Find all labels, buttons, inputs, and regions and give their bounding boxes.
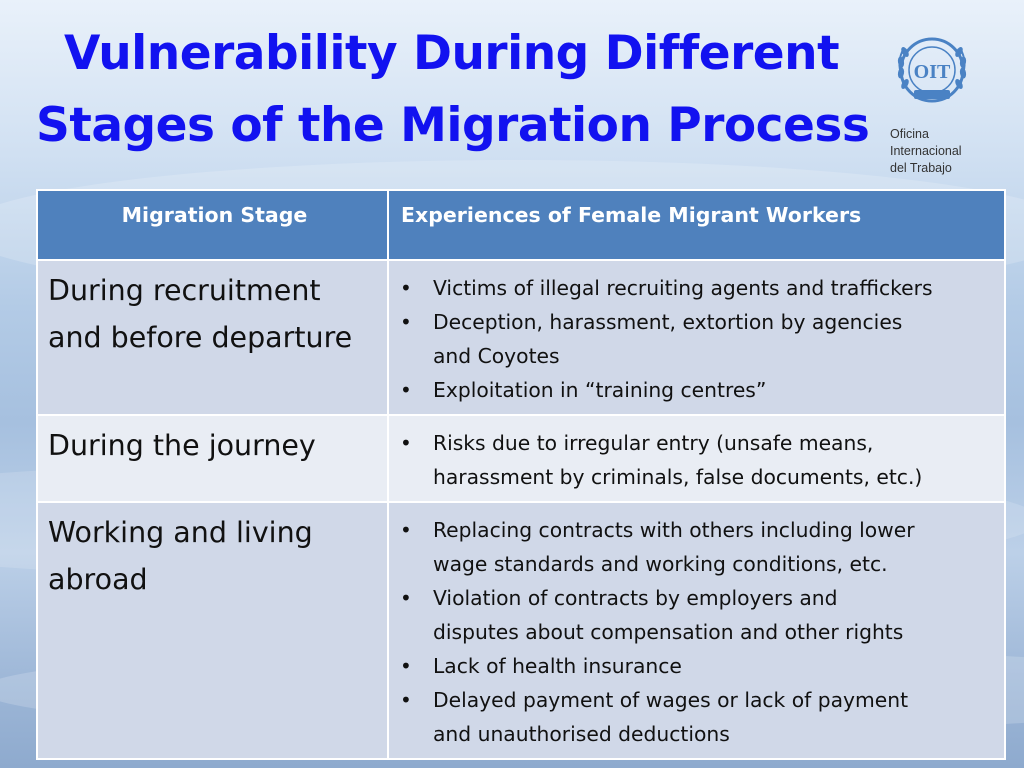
table-row xyxy=(37,415,1005,502)
list-item: • Victims of illegal recruiting agents and traffickers xyxy=(400,271,995,305)
list-item-continuation: harassment by criminals, false documents, etc.) xyxy=(433,465,923,489)
list-item-continuation: disputes about compensation and other rights xyxy=(433,620,904,644)
logo-caption-line-3: del Trabajo xyxy=(890,161,952,175)
list-item: • Deception, harassment, extortion by agencies xyxy=(400,305,995,339)
experiences-cell xyxy=(388,415,1005,502)
bullet-list xyxy=(390,417,1003,500)
experiences-cell xyxy=(388,260,1005,415)
list-item: • Risks due to irregular entry (unsafe means, xyxy=(400,426,995,460)
logo-caption-line-1: Oficina xyxy=(890,127,929,141)
slide-title-line-1: Vulnerability During Different xyxy=(64,26,840,81)
logo-caption-line-2: Internacional xyxy=(890,144,962,158)
migration-stages-table xyxy=(36,189,1006,760)
slide-title-line-2: Stages of the Migration Process xyxy=(36,98,870,153)
bullet-list xyxy=(390,504,1003,757)
list-item-continuation: and Coyotes xyxy=(433,344,560,368)
header-migration-stage: Migration Stage xyxy=(37,190,388,260)
list-item: • Violation of contracts by employers and xyxy=(400,581,995,615)
logo-caption xyxy=(890,126,962,177)
table-row xyxy=(37,260,1005,415)
header-experiences: Experiences of Female Migrant Workers xyxy=(388,190,1005,260)
list-item: • Lack of health insurance xyxy=(400,649,995,683)
ilo-logo xyxy=(886,32,978,182)
stage-cell: Working and living abroad xyxy=(37,502,388,759)
table-row xyxy=(37,502,1005,759)
list-item-continuation: and unauthorised deductions xyxy=(433,722,730,746)
list-item: • Replacing contracts with others including lower xyxy=(400,513,995,547)
svg-text:OIT: OIT xyxy=(913,61,951,83)
bullet-list xyxy=(390,262,1003,413)
stage-cell: During the journey xyxy=(37,415,388,502)
ilo-emblem-icon xyxy=(886,32,978,112)
experiences-cell xyxy=(388,502,1005,759)
slide-title xyxy=(36,18,876,162)
table-header-row xyxy=(37,190,1005,260)
list-item-continuation: wage standards and working conditions, etc. xyxy=(433,552,888,576)
list-item: • Delayed payment of wages or lack of payment xyxy=(400,683,995,717)
list-item: • Exploitation in “training centres” xyxy=(400,373,995,407)
stage-cell: During recruitment and before departure xyxy=(37,260,388,415)
